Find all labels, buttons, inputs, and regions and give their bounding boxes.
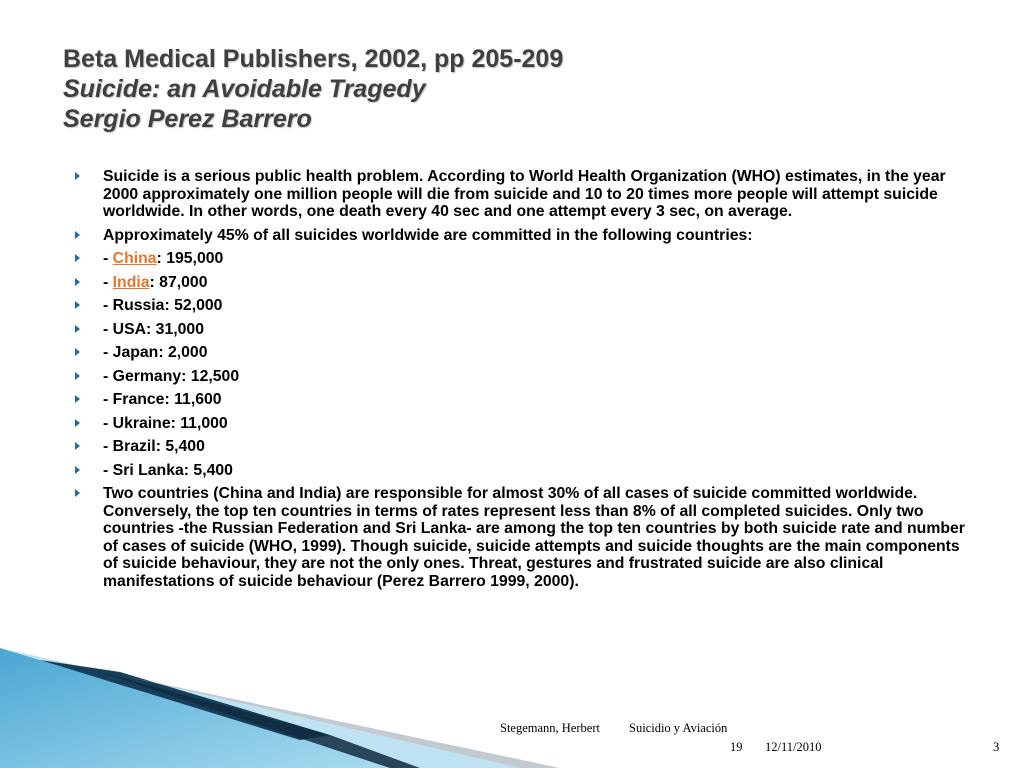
country-item-germany xyxy=(75,368,965,386)
bullet-text: Approximately 45% of all suicides worldwide are committed in the following countries: xyxy=(103,226,753,244)
country-name: USA xyxy=(112,320,147,338)
country-name: France xyxy=(112,391,165,409)
bullet-arrow-icon xyxy=(75,348,80,356)
country-name: Japan xyxy=(112,344,159,362)
bullet-arrow-icon xyxy=(75,278,80,286)
bullet-item xyxy=(75,227,965,245)
country-item-sri-lanka xyxy=(75,462,965,480)
country-prefix: - xyxy=(103,320,113,338)
country-prefix: - xyxy=(103,414,113,432)
bullet-item xyxy=(75,168,965,221)
country-prefix: - xyxy=(103,344,113,362)
country-value: : 5,400 xyxy=(183,461,233,479)
country-value: : 5,400 xyxy=(155,438,205,456)
title-line-2: Suicide: an Avoidable Tragedy xyxy=(63,75,426,103)
bullet-arrow-icon xyxy=(75,254,80,262)
title-line-1: Beta Medical Publishers, 2002, pp 205-209 xyxy=(63,45,564,73)
bullet-arrow-icon xyxy=(75,172,80,180)
country-value: : 195,000 xyxy=(156,250,224,268)
bullet-arrow-icon xyxy=(75,372,80,380)
country-value: : 52,000 xyxy=(164,297,223,315)
country-prefix: - xyxy=(103,297,113,315)
country-prefix: - xyxy=(103,367,113,385)
country-value: : 11,000 xyxy=(170,414,228,432)
footer-number: 19 xyxy=(730,740,743,754)
slide-page-number: 3 xyxy=(993,740,1000,754)
country-item-china xyxy=(75,250,965,268)
bullet-text: Suicide is a serious public health problem. According to World Health Organization (WHO) estimates, in the year 2000 approximately one million people will die from suicide and 10 to 20 times more people will attempt suicide worldwide. In other words, one death every 40 sec and one attempt every 3 sec, on average. xyxy=(103,168,946,221)
footer-date: 12/11/2010 xyxy=(765,740,822,754)
bullet-arrow-icon xyxy=(75,325,80,333)
country-name: Brazil xyxy=(112,438,156,456)
country-prefix: - xyxy=(103,461,113,479)
bullet-arrow-icon xyxy=(75,301,80,309)
country-value: : 2,000 xyxy=(158,344,208,362)
bullet-arrow-icon xyxy=(75,395,80,403)
footer-author: Stegemann, Herbert xyxy=(500,721,600,735)
country-name: Germany xyxy=(112,367,182,385)
bullet-item xyxy=(75,485,965,591)
country-item-russia xyxy=(75,297,965,315)
country-item-india xyxy=(75,274,965,292)
country-value: : 11,600 xyxy=(164,391,222,409)
country-item-usa xyxy=(75,321,965,339)
country-prefix: - xyxy=(103,438,113,456)
country-item-france xyxy=(75,391,965,409)
country-prefix: - xyxy=(103,273,113,291)
bullet-list xyxy=(75,168,965,596)
footer-subject: Suicidio y Aviación xyxy=(629,721,728,735)
country-item-ukraine xyxy=(75,415,965,433)
bullet-arrow-icon xyxy=(75,489,80,497)
country-name: Russia xyxy=(112,297,165,315)
china-link[interactable]: China xyxy=(112,250,157,268)
country-value: : 12,500 xyxy=(181,367,240,385)
country-name: Sri Lanka xyxy=(112,461,184,479)
bullet-arrow-icon xyxy=(75,442,80,450)
country-item-brazil xyxy=(75,438,965,456)
country-item-japan xyxy=(75,344,965,362)
closing-text: Two countries (China and India) are responsible for almost 30% of all cases of suicide committed worldwide. Conversely, the top ten countries in terms of rates represent less than 8% of all completed suicides. Only two countries -the Russian Federation and Sri Lanka- are among the top ten countries by both suicide rate and number of cases of suicide (WHO, 1999). Though suicide, suicide attempts and suicide thoughts are the main components of suicide behaviour, they are not the only ones. Threat, gestures and frustrated suicide are also clinical manifestations of suicide behaviour (Perez Barrero 1999, 2000). xyxy=(103,485,965,590)
bullet-arrow-icon xyxy=(75,466,80,474)
india-link[interactable]: India xyxy=(112,273,150,291)
country-name: Ukraine xyxy=(112,414,171,432)
country-prefix: - xyxy=(103,391,113,409)
title-line-3: Sergio Perez Barrero xyxy=(63,105,312,133)
slide-title xyxy=(63,44,963,134)
country-value: : 31,000 xyxy=(146,320,204,338)
bullet-arrow-icon xyxy=(75,231,80,239)
bullet-arrow-icon xyxy=(75,419,80,427)
country-value: : 87,000 xyxy=(149,273,208,291)
country-prefix: - xyxy=(103,250,113,268)
